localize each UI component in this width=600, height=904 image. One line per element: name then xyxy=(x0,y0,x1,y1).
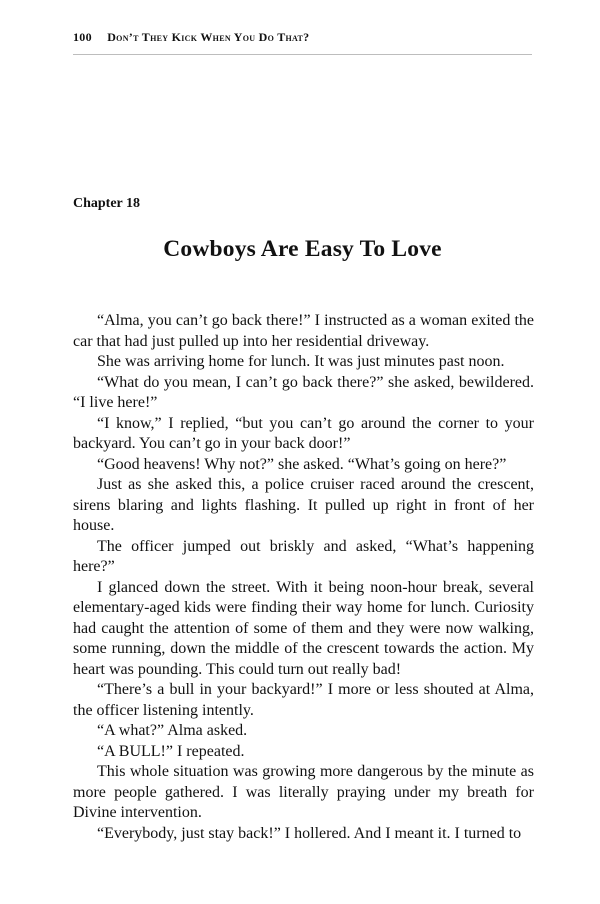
paragraph: “Everybody, just stay back!” I hollered. And I meant it. I turned to xyxy=(97,824,522,842)
paragraph: “What do you mean, I can’t go back there?” she asked, bewildered. “I live here!” xyxy=(73,373,534,411)
paragraph: “Alma, you can’t go back there!” I instructed as a woman exited the car that had just pulled up into her residential driveway. xyxy=(73,312,534,350)
paragraph: I glanced down the street. With it being noon-hour break, several elementary-aged kids were finding their way home for lunch. Curiosity had caught the attention of some of them and they were now walking, some running, down the middle of the crescent towards the action. My heart was pounding. This could turn out really bad! xyxy=(73,578,534,678)
running-head-title: Don’t They Kick When You Do That? xyxy=(107,30,310,44)
chapter-title: Cowboys Are Easy To Love xyxy=(163,236,442,262)
paragraph: “A what?” Alma asked. xyxy=(97,722,248,739)
paragraph: Just as she asked this, a police cruiser raced around the crescent, sirens blaring and lights flashing. It pulled up right in front of her house. xyxy=(73,476,534,534)
body-text xyxy=(73,311,534,844)
paragraph: The officer jumped out briskly and asked, “What’s happening here?” xyxy=(73,537,534,575)
paragraph: “Good heavens! Why not?” she asked. “What’s going on here?” xyxy=(97,455,507,473)
paragraph: She was arriving home for lunch. It was just minutes past noon. xyxy=(97,353,505,370)
page-number: 100 xyxy=(73,30,92,44)
paragraph: “There’s a bull in your backyard!” I more or less shouted at Alma, the officer listening intently. xyxy=(73,681,534,719)
paragraph: “I know,” I replied, “but you can’t go around the corner to your backyard. You can’t go in your back door!” xyxy=(73,414,534,452)
paragraph: This whole situation was growing more dangerous by the minute as more people gathered. I was literally praying under my breath for Divine intervention. xyxy=(73,763,534,821)
paragraph: “A BULL!” I repeated. xyxy=(97,742,245,760)
running-head xyxy=(73,30,532,55)
chapter-label: Chapter 18 xyxy=(73,196,141,211)
